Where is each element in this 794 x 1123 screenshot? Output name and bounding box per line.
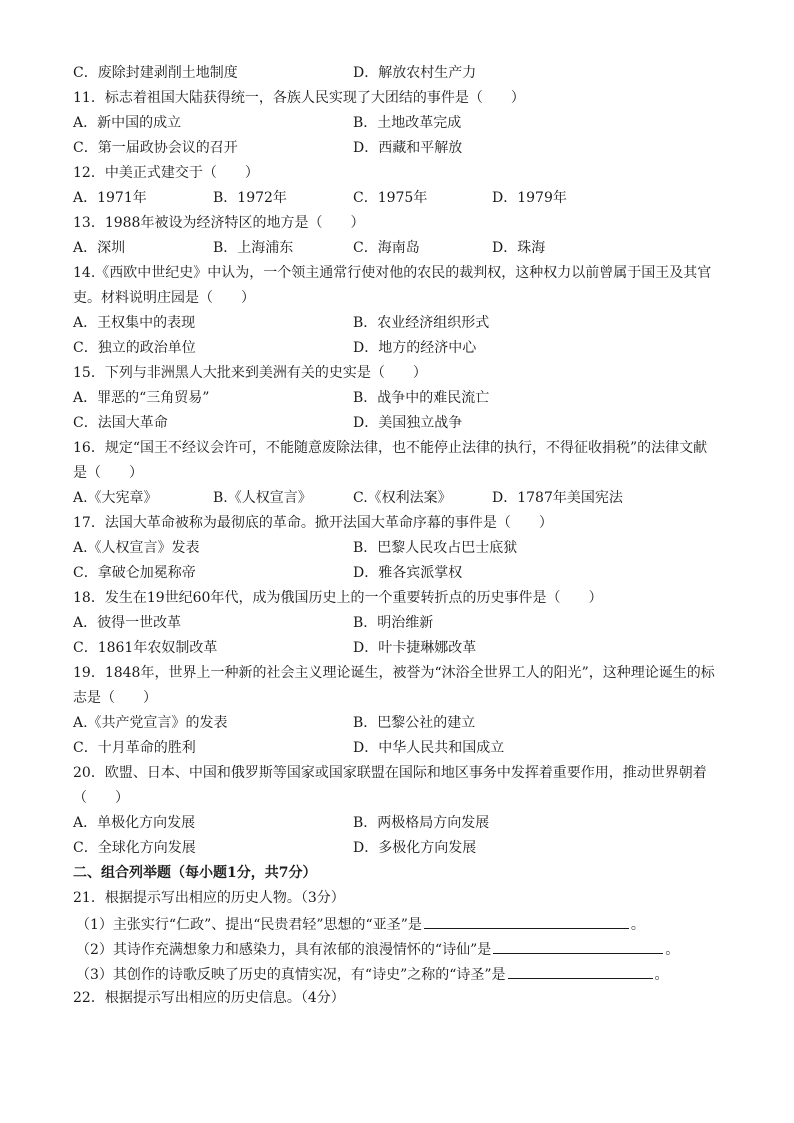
answer-option: A．彼得一世改革 [73,615,182,631]
answer-blank[interactable] [508,961,653,979]
answer-option: A．王权集中的表现 [73,315,196,331]
question-text: （1）主张实行“仁政”、提出“民贵君轻”思想的“亚圣”是 [76,917,422,933]
question-text: 12．中美正式建交于（ ） [73,165,259,181]
option-row [73,311,723,336]
question-text: 17．法国大革命被称为最彻底的革命。掀开法国大革命序幕的事件是（ ） [73,515,553,531]
question-end: 。 [665,942,680,958]
question-text: 吏。材料说明庄园是（ ） [73,290,255,306]
answer-option: B．巴黎人民攻占巴士底狱 [353,540,518,556]
answer-option: C．废除封建剥削土地制度 [73,65,238,81]
fill-in-question [76,961,669,986]
answer-option: C.《权利法案》 [353,490,452,506]
answer-option: A．罪恶的“三角贸易” [73,390,210,406]
option-row [73,636,723,661]
question-text: 13．1988年被设为经济特区的地方是（ ） [73,215,365,231]
answer-option: D．西藏和平解放 [353,140,463,156]
question-text: 21．根据提示写出相应的历史人物。（3分） [73,890,345,906]
answer-option: D．中华人民共和国成立 [353,740,505,756]
question-text: （3）其创作的诗歌反映了历史的真情实况，有“诗史”之称的“诗圣”是 [76,967,506,983]
answer-option: B．巴黎公社的建立 [353,715,476,731]
option-row [73,411,723,436]
option-row [73,711,723,736]
question-text: （2）其诗作充满想象力和感染力，具有浓郁的浪漫情怀的“诗仙”是 [76,942,492,958]
answer-blank[interactable] [493,936,663,954]
answer-option: A.《共产党宣言》的发表 [73,715,228,731]
answer-option: C．海南岛 [353,240,420,256]
answer-option: B.《人权宣言》 [213,490,312,506]
fill-in-question [76,911,645,936]
option-row [73,486,723,511]
option-row [73,611,723,636]
answer-option: D．多极化方向发展 [353,840,477,856]
question-text: 是（ ） [73,465,143,481]
answer-option: A.《大宪章》 [73,490,158,506]
fill-in-question [76,936,679,961]
answer-option: D．珠海 [492,240,546,256]
answer-option: D．雅各宾派掌权 [353,565,463,581]
section-heading: 二、组合列举题（每小题1分，共7分） [73,865,317,881]
question-end: 。 [654,967,669,983]
option-row [73,186,723,211]
answer-option: C．十月革命的胜利 [73,740,196,756]
answer-blank[interactable] [424,911,629,929]
answer-option: C．1975年 [353,190,428,206]
answer-option: C．第一届政协会议的召开 [73,140,238,156]
option-row [73,61,723,86]
answer-option: B．土地改革完成 [353,115,462,131]
answer-option: B．农业经济组织形式 [353,315,490,331]
option-row [73,836,723,861]
answer-option: D．地方的经济中心 [353,340,477,356]
answer-option: A．新中国的成立 [73,115,182,131]
answer-option: D．美国独立战争 [353,415,463,431]
answer-option: D．解放农村生产力 [353,65,477,81]
answer-option: B．1972年 [213,190,287,206]
answer-option: D．1787年美国宪法 [492,490,623,506]
question-end: 。 [630,917,645,933]
option-row [73,336,723,361]
option-row [73,536,723,561]
option-row [73,386,723,411]
question-text: 11．标志着祖国大陆获得统一，各族人民实现了大团结的事件是（ ） [73,90,525,106]
question-text: 15．下列与非洲黑人大批来到美洲有关的史实是（ ） [73,365,427,381]
option-row [73,811,723,836]
question-text: 志是（ ） [73,690,157,706]
answer-option: C．拿破仑加冕称帝 [73,565,196,581]
answer-option: D．叶卡捷琳娜改革 [353,640,477,656]
question-text: 18．发生在19世纪60年代，成为俄国历史上的一个重要转折点的历史事件是（ ） [73,590,603,606]
answer-option: C．法国大革命 [73,415,168,431]
answer-option: B．两极格局方向发展 [353,815,490,831]
option-row [73,111,723,136]
question-text: 16．规定“国王不经议会许可，不能随意废除法律，也不能停止法律的执行，不得征收捐税”的法律文献 [73,440,708,456]
answer-option: A．单极化方向发展 [73,815,196,831]
answer-option: B．上海浦东 [213,240,294,256]
option-row [73,236,723,261]
answer-option: B．战争中的难民流亡 [353,390,490,406]
answer-option: C．1861年农奴制改革 [73,640,218,656]
answer-option: C．全球化方向发展 [73,840,196,856]
question-text: 19．1848年，世界上一种新的社会主义理论诞生，被誉为“沐浴全世界工人的阳光”，这种理论诞生的标 [73,665,715,681]
option-row [73,736,723,761]
answer-option: B．明治维新 [353,615,434,631]
answer-option: D．1979年 [492,190,567,206]
option-row [73,136,723,161]
answer-option: A．深圳 [73,240,126,256]
answer-option: C．独立的政治单位 [73,340,196,356]
question-text: 20．欧盟、日本、中国和俄罗斯等国家或国家联盟在国际和地区事务中发挥着重要作用，推动世界朝着 [73,765,707,781]
question-text: 14.《西欧中世纪史》中认为，一个领主通常行使对他的农民的裁判权，这种权力以前曾属于国王及其官 [73,265,712,281]
question-text: （ ） [73,790,129,806]
question-text: 22．根据提示写出相应的历史信息。（4分） [73,990,345,1006]
answer-option: A.《人权宣言》发表 [73,540,200,556]
answer-option: A．1971年 [73,190,147,206]
option-row [73,561,723,586]
